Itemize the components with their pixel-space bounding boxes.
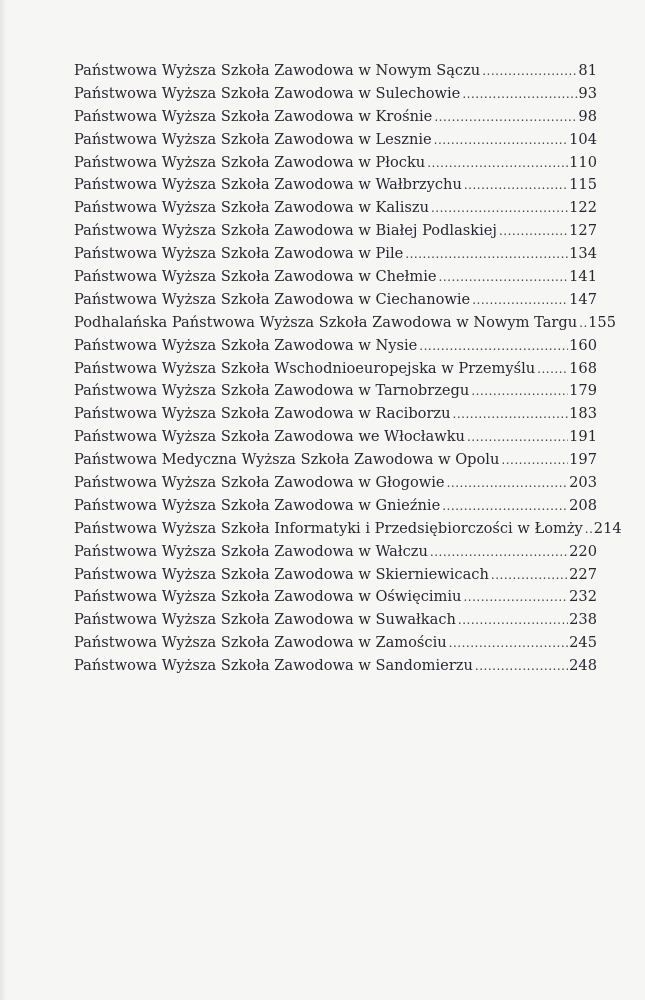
toc-entry[interactable] — [74, 243, 597, 266]
toc-entry-page: 134 — [569, 245, 597, 263]
page-edge-shadow — [0, 0, 6, 1000]
toc-entry[interactable] — [74, 197, 597, 220]
toc-entry-title: Państwowa Wyższa Szkoła Zawodowa w Gnieźnie — [74, 496, 441, 514]
toc-entry-page: 208 — [569, 496, 597, 514]
toc-entry[interactable] — [74, 380, 597, 403]
toc-dot-leader — [463, 586, 568, 609]
toc-entry-title: Państwowa Wyższa Szkoła Zawodowa w Białej Podlaskiej — [74, 222, 497, 240]
toc-entry-title: Państwowa Wyższa Szkoła Zawodowa w Kaliszu — [74, 199, 429, 217]
toc-entry-page: 81 — [578, 62, 597, 79]
toc-entry[interactable] — [74, 655, 597, 678]
toc-entry-title: Państwowa Medyczna Wyższa Szkoła Zawodowa w Opolu — [74, 451, 500, 469]
toc-dot-leader — [501, 449, 568, 472]
toc-entry-title: Państwowa Wyższa Szkoła Zawodowa w Tarnobrzegu — [74, 382, 470, 400]
toc-entry[interactable] — [74, 632, 597, 655]
toc-entry-title: Państwowa Wyższa Szkoła Informatyki i Przedsiębiorczości w Łomży — [74, 519, 583, 537]
toc-entry-page: 98 — [578, 107, 597, 125]
toc-dot-leader — [453, 403, 569, 426]
toc-entry[interactable] — [74, 518, 622, 541]
toc-entry-page: 203 — [569, 474, 597, 492]
toc-entry-title: Państwowa Wyższa Szkoła Wschodnioeuropejska w Przemyślu — [74, 359, 536, 377]
toc-dot-leader — [430, 541, 568, 564]
toc-dot-leader — [427, 152, 568, 175]
toc-entry-title: Podhalańska Państwowa Wyższa Szkoła Zawodowa w Nowym Targu — [74, 313, 578, 331]
toc-dot-leader — [475, 655, 568, 678]
toc-entry[interactable] — [74, 129, 597, 152]
toc-entry-title: Państwowa Wyższa Szkoła Zawodowa w Krośnie — [74, 107, 433, 125]
toc-entry-page: 232 — [569, 588, 597, 606]
toc-dot-leader — [462, 83, 577, 106]
toc-entry[interactable] — [74, 495, 597, 518]
toc-entry[interactable] — [74, 266, 597, 289]
toc-entry-title: Państwowa Wyższa Szkoła Zawodowa w Sulechowie — [74, 84, 461, 102]
toc-entry-page: 127 — [569, 222, 597, 240]
toc-entry[interactable] — [74, 609, 597, 632]
toc-dot-leader — [434, 129, 568, 152]
toc-entry-page: 141 — [569, 268, 597, 286]
toc-entry[interactable] — [74, 358, 597, 381]
toc-entry-page: 155 — [588, 313, 616, 331]
toc-entry-page: 122 — [569, 199, 597, 217]
toc-dot-leader — [458, 609, 568, 632]
toc-entry[interactable] — [74, 83, 597, 106]
toc-entry-page: 104 — [569, 130, 597, 148]
toc-entry-page: 115 — [569, 176, 597, 194]
toc-entry-title: Państwowa Wyższa Szkoła Zawodowa w Raciborzu — [74, 405, 451, 423]
toc-entry-page: 220 — [569, 542, 597, 560]
toc-dot-leader — [464, 174, 568, 197]
toc-entry-page: 160 — [569, 336, 597, 354]
toc-entry[interactable] — [74, 564, 597, 587]
toc-dot-leader — [442, 495, 568, 518]
toc-entry[interactable] — [74, 586, 597, 609]
toc-dot-leader — [419, 335, 568, 358]
toc-entry-title: Państwowa Wyższa Szkoła Zawodowa w Oświęcimiu — [74, 588, 462, 606]
toc-entry[interactable] — [74, 289, 597, 312]
toc-entry[interactable] — [74, 426, 597, 449]
toc-entry-title: Państwowa Wyższa Szkoła Zawodowa w Chełmie — [74, 268, 437, 286]
toc-entry-page: 183 — [569, 405, 597, 423]
toc-entry[interactable] — [74, 312, 616, 335]
toc-entry-title: Państwowa Wyższa Szkoła Zawodowa w Płocku — [74, 153, 426, 171]
toc-dot-leader — [467, 426, 568, 449]
toc-entry-page: 238 — [569, 611, 597, 629]
toc-entry[interactable] — [74, 403, 597, 426]
toc-dot-leader — [482, 60, 577, 83]
toc-dot-leader — [449, 632, 568, 655]
toc-entry-title: Państwowa Wyższa Szkoła Zawodowa w Wałbrzychu — [74, 176, 462, 194]
toc-entry-page: 227 — [569, 565, 597, 583]
toc-entry-page: 147 — [569, 290, 597, 308]
toc-dot-leader — [579, 312, 587, 335]
toc-dot-leader — [585, 518, 593, 541]
toc-entry-page: 197 — [569, 451, 597, 469]
toc-entry-page: 93 — [578, 84, 597, 102]
toc-dot-leader — [447, 472, 569, 495]
toc-entry[interactable] — [74, 472, 597, 495]
toc-entry-page: 110 — [569, 153, 597, 171]
toc-dot-leader — [537, 358, 568, 381]
toc-entry-page: 179 — [569, 382, 597, 400]
toc-entry-page: 245 — [569, 634, 597, 652]
toc-entry-title: Państwowa Wyższa Szkoła Zawodowa w Wałczu — [74, 542, 428, 560]
toc-dot-leader — [472, 289, 568, 312]
toc-entry-page: 248 — [569, 657, 597, 675]
toc-entry-page: 168 — [569, 359, 597, 377]
toc-entry-title: Państwowa Wyższa Szkoła Zawodowa w Zamościu — [74, 634, 447, 652]
toc-entry[interactable] — [74, 335, 597, 358]
toc-dot-leader — [439, 266, 569, 289]
toc-entry[interactable] — [74, 174, 597, 197]
toc-entry[interactable] — [74, 60, 597, 83]
toc-entry-title: Państwowa Wyższa Szkoła Zawodowa we Włocławku — [74, 428, 465, 446]
toc-entry-title: Państwowa Wyższa Szkoła Zawodowa w Lesznie — [74, 130, 432, 148]
toc-entry[interactable] — [74, 541, 597, 564]
toc-dot-leader — [471, 380, 568, 403]
toc-entry[interactable] — [74, 449, 597, 472]
toc-dot-leader — [491, 564, 568, 587]
toc-entry[interactable] — [74, 152, 597, 175]
toc-dot-leader — [431, 197, 568, 220]
toc-entry-title: Państwowa Wyższa Szkoła Zawodowa w Ciechanowie — [74, 290, 471, 308]
toc-entry-page: 191 — [569, 428, 597, 446]
toc-entry[interactable] — [74, 220, 597, 243]
toc-entry[interactable] — [74, 106, 597, 129]
table-of-contents — [74, 60, 622, 678]
toc-dot-leader — [405, 243, 568, 266]
toc-entry-title: Państwowa Wyższa Szkoła Zawodowa w Głogowie — [74, 474, 445, 492]
toc-entry-title: Państwowa Wyższa Szkoła Zawodowa w Skierniewicach — [74, 565, 489, 583]
toc-entry-title: Państwowa Wyższa Szkoła Zawodowa w Nowym Sączu — [74, 62, 481, 79]
toc-entry-title: Państwowa Wyższa Szkoła Zawodowa w Suwałkach — [74, 611, 456, 629]
toc-entry-title: Państwowa Wyższa Szkoła Zawodowa w Nysie — [74, 336, 418, 354]
toc-entry-title: Państwowa Wyższa Szkoła Zawodowa w Sandomierzu — [74, 657, 473, 675]
toc-entry-title: Państwowa Wyższa Szkoła Zawodowa w Pile — [74, 245, 404, 263]
toc-dot-leader — [434, 106, 577, 129]
toc-dot-leader — [499, 220, 568, 243]
toc-entry-page: 214 — [593, 519, 622, 537]
